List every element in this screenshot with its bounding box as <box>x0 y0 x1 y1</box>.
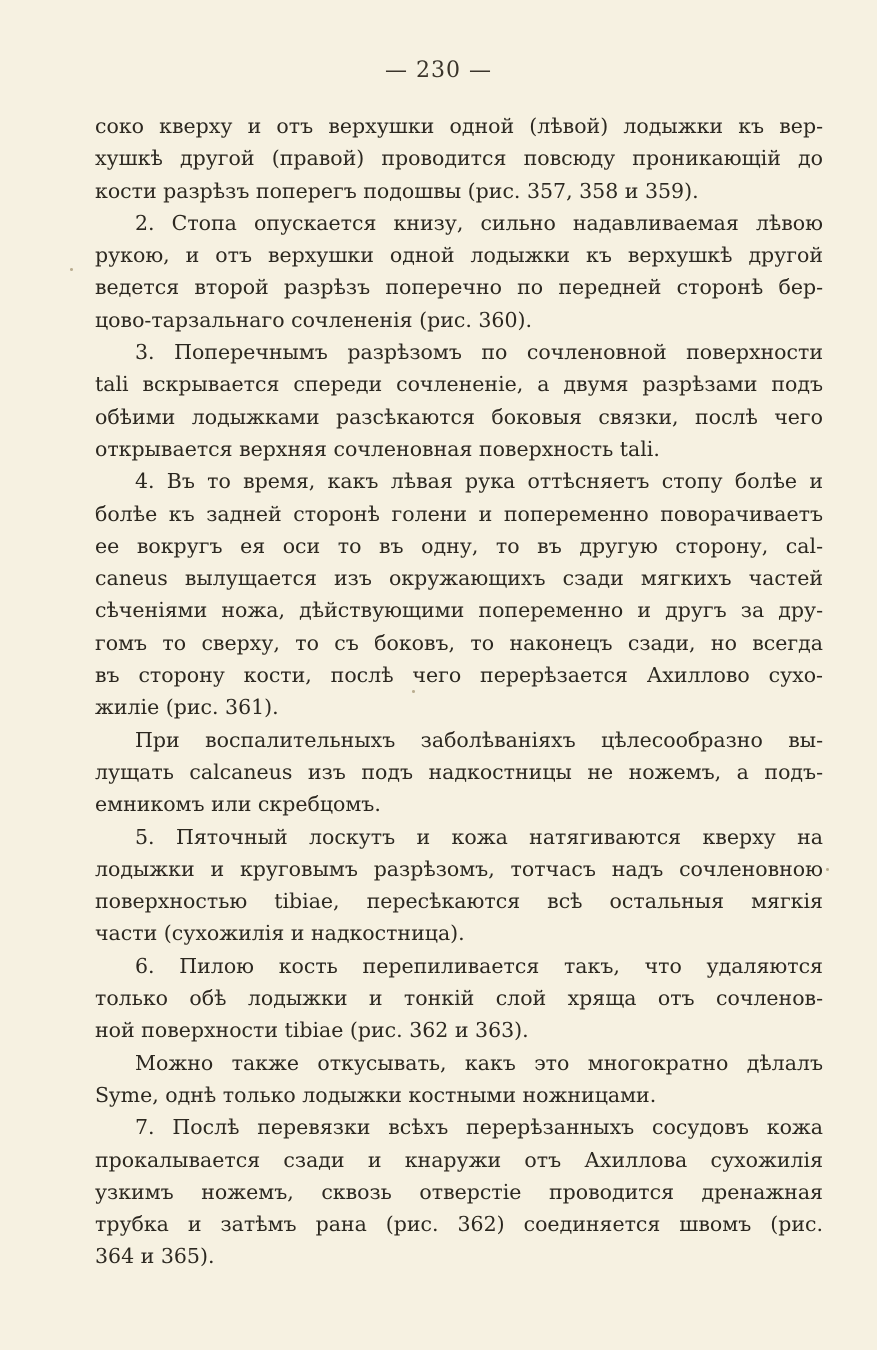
text-line: Syme, однѣ только лодыжки костными ножницами. <box>95 1082 657 1107</box>
text-line: хушкѣ другой (правой) проводится повсюду проникающій до <box>95 146 823 171</box>
text-line: гомъ то сверху, то съ боковъ, то наконецъ сзади, но всегда <box>95 630 823 655</box>
text-line: caneus вылущается изъ окружающихъ сзади мягкихъ частей <box>95 566 823 591</box>
text-line: 2. Стопа опускается книзу, сильно надавливаемая лѣвою <box>135 210 823 235</box>
text-line: 7. Послѣ перевязки всѣхъ перерѣзанныхъ сосудовъ кожа <box>135 1115 823 1140</box>
text-line: 3. Поперечнымъ разрѣзомъ по сочленовной поверхности <box>135 340 823 365</box>
text-line: 4. Въ то время, какъ лѣвая рука оттѣсняетъ стопу болѣе и <box>135 469 823 494</box>
text-line: 6. Пилою кость перепиливается такъ, что удаляются <box>135 953 823 978</box>
text-line: рукою, и отъ верхушки одной лодыжки къ верхушкѣ другой <box>95 243 823 268</box>
text-line: трубка и затѣмъ рана (рис. 362) соединяется швомъ (рис. <box>95 1212 823 1237</box>
text-line: 5. Пяточный лоскутъ и кожа натягиваются кверху на <box>135 824 823 849</box>
text-line: прокалывается сзади и кнаружи отъ Ахиллова сухожилія <box>95 1147 823 1172</box>
text-line: цово-тарзальнаго сочлененія (рис. 360). <box>95 307 533 332</box>
text-line: въ сторону кости, послѣ чего перерѣзается Ахиллово сухо- <box>95 663 823 688</box>
text-line: емникомъ или скребцомъ. <box>95 792 381 817</box>
text-line: узкимъ ножемъ, сквозь отверстіе проводится дренажная <box>95 1179 823 1204</box>
text-line: лодыжки и круговымъ разрѣзомъ, тотчасъ надъ сочленовною <box>95 856 823 881</box>
paper-speck <box>826 868 829 871</box>
paper-speck <box>70 268 73 271</box>
text-line: ной поверхности tibiae (рис. 362 и 363). <box>95 1018 529 1043</box>
text-line: части (сухожилія и надкостница). <box>95 921 465 946</box>
text-line: ведется второй разрѣзъ поперечно по передней сторонѣ бер- <box>95 275 823 300</box>
text-line: 364 и 365). <box>95 1244 215 1269</box>
text-line: обѣими лодыжками разсѣкаются боковыя связки, послѣ чего <box>95 404 823 429</box>
page-number: — 230 — <box>385 58 492 83</box>
text-line: tali вскрывается спереди сочлененіе, а двумя разрѣзами подъ <box>95 372 823 397</box>
text-line: поверхностью tibiae, пересѣкаются всѣ остальныя мягкія <box>95 889 823 914</box>
paper-speck <box>412 690 415 693</box>
text-line: Можно также откусывать, какъ это многократно дѣлалъ <box>135 1050 823 1075</box>
text-line: жиліе (рис. 361). <box>95 695 279 720</box>
text-line: сѣченіями ножа, дѣйствующими попеременно и другъ за дру- <box>95 598 823 623</box>
text-line: ее вокругъ ея оси то въ одну, то въ другую сторону, cal- <box>95 533 823 558</box>
text-line: лущать calcaneus изъ подъ надкостницы не ножемъ, а подъ- <box>95 759 823 784</box>
text-line: кости разрѣзъ поперегъ подошвы (рис. 357, 358 и 359). <box>95 178 699 203</box>
body-text <box>95 110 823 1273</box>
text-line: болѣе къ задней сторонѣ голени и попеременно поворачиваетъ <box>95 501 823 526</box>
text-line: только обѣ лодыжки и тонкій слой хряща отъ сочленов- <box>95 986 823 1011</box>
text-line: открывается верхняя сочленовная поверхность tali. <box>95 436 660 461</box>
text-line: соко кверху и отъ верхушки одной (лѣвой) лодыжки къ вер- <box>95 114 823 138</box>
text-line: При воспалительныхъ заболѣваніяхъ цѣлесообразно вы- <box>135 727 823 752</box>
